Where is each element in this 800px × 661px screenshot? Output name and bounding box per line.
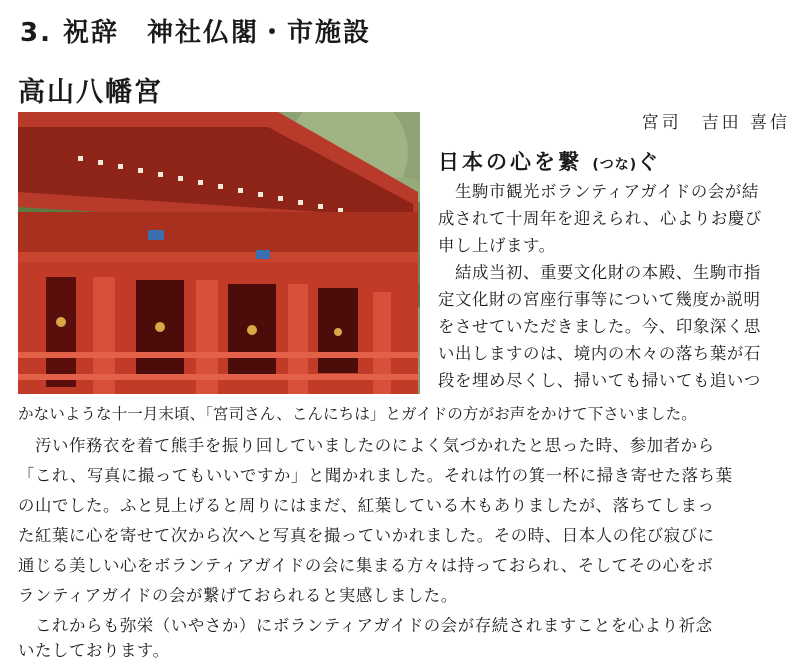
article-heading: [438, 146, 661, 176]
body-line: 生駒市観光ボランティアガイドの会が結: [438, 182, 759, 201]
body-line: 結成当初、重要文化財の本殿、生駒市指: [438, 263, 761, 282]
body-line: 申し上げます。: [438, 236, 556, 255]
shrine-name: 高山八幡宮: [18, 77, 163, 108]
body-line: をさせていただきました。今、印象深く思: [438, 317, 761, 336]
body-line: た紅葉に心を寄せて次から次へと写真を撮っていかれました。その時、日本人の侘び寂びに: [18, 526, 715, 545]
body-line: 通じる美しい心をボランティアガイドの会に集まる方々は持っておられ、そしてその心をボ: [18, 556, 714, 575]
body-line: い出しますのは、境内の木々の落ち葉が石: [438, 344, 761, 363]
body-line: 「これ、写真に撮ってもいいですか」と聞かれました。それは竹の箕一杯に掃き寄せた落ち葉: [18, 466, 733, 485]
body-line: 成されて十周年を迎えられ、心よりお慶び: [438, 209, 762, 228]
shrine-photo: [18, 112, 420, 394]
author-name: 宮司 吉田 喜信: [641, 113, 790, 133]
body-line: いたしております。: [18, 641, 170, 660]
body-line: かないような十一月末頃、「宮司さん、こんにちは」とガイドの方がお声をかけて下さいました。: [18, 405, 697, 423]
body-line: これからも弥栄（いやさか）にボランティアガイドの会が存続されますことを心より祈念: [18, 616, 713, 635]
heading-ruby: (つな): [592, 157, 638, 173]
body-line: 段を埋め尽くし、掃いても掃いても追いつ: [438, 371, 761, 390]
body-line: の山でした。ふと見上げると周りにはまだ、紅葉している木もありましたが、落ちてしまっ: [18, 496, 715, 515]
body-line: 汚い作務衣を着て熊手を振り回していましたのによく気づかれたと思った時、参加者から: [18, 436, 715, 455]
body-line: ランティアガイドの会が繋げておられると実感しました。: [18, 586, 458, 605]
heading-main: 日本の心を繋: [438, 150, 582, 174]
body-line: 定文化財の宮座行事等について幾度か説明: [438, 290, 761, 309]
section-title: 3. 祝辞 神社仏閣・市施設: [20, 18, 372, 48]
heading-tail: ぐ: [637, 150, 662, 174]
